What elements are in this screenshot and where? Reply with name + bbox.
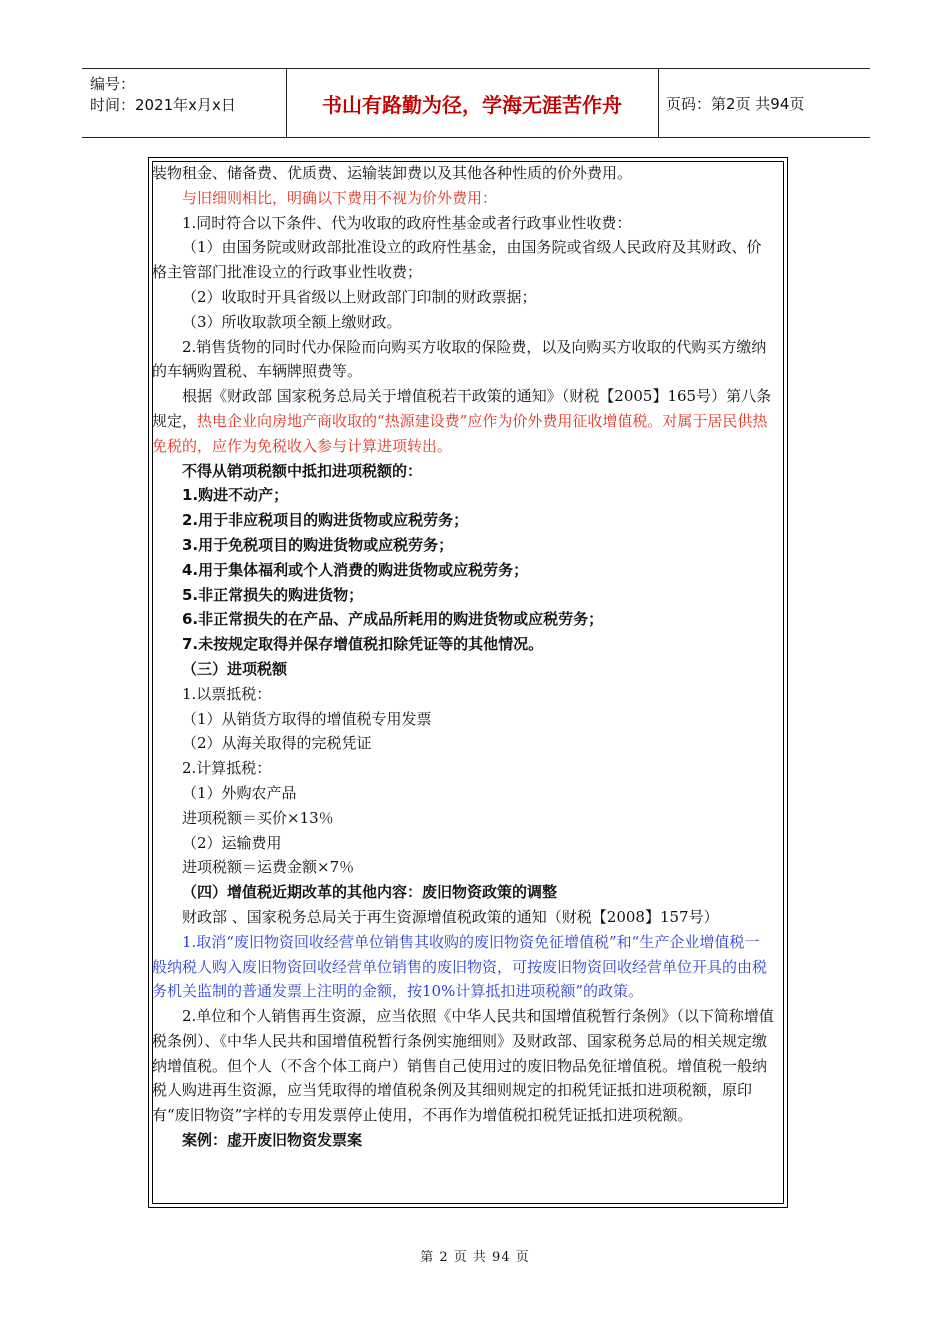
page-header xyxy=(82,68,870,138)
document-body xyxy=(152,161,774,1153)
list-item: 7.未按规定取得并保存增值税扣除凭证等的其他情况。 xyxy=(182,635,544,654)
paragraph: 1.同时符合以下条件、代为收取的政府性基金或者行政事业性收费： xyxy=(182,213,632,232)
paragraph: 2.计算抵税： xyxy=(182,759,272,778)
list-item: 5.非正常损失的购进货物； xyxy=(182,585,364,604)
section-heading: （三）进项税额 xyxy=(182,659,288,678)
paragraph xyxy=(152,384,774,458)
page-footer: 第 2 页 共 94 页 xyxy=(420,1250,530,1265)
paragraph: 2.单位和个人销售再生资源，应当依照《中华人民共和国增值税暂行条例》（以下简称增值税条例）、《中华人民共和国增值税暂行条例实施细则》及财政部、国家税务总局的相关规定缴纳增值税。但个人（不含个体工商户）销售自己使用过的废旧物品免征增值税。增值税一般纳税人购进再生资源，应当凭取得的增值税条例及其细则规定的扣税凭证抵扣进项税额，原印有“废旧物资”字样的专用发票停止使用，不再作为增值税扣税凭证抵扣进项税额。 xyxy=(152,1007,774,1125)
list-item: 4.用于集体福利或个人消费的购进货物或应税劳务； xyxy=(182,560,529,579)
paragraph-text: 根据《财政部 国家税务总局关于增值税若干政策的通知》（财税【2005】165号）第八条规定， xyxy=(152,387,772,430)
paragraph: （2）运输费用 xyxy=(182,833,282,852)
section-heading: 不得从销项税额中抵扣进项税额的： xyxy=(182,461,423,480)
paragraph: （2）收取时开具省级以上财政部门印制的财政票据； xyxy=(182,287,537,306)
paragraph: 1.以票抵税： xyxy=(182,684,272,703)
document-number-label: 编号： xyxy=(90,75,136,93)
section-heading: （四）增值税近期改革的其他内容：废旧物资政策的调整 xyxy=(182,883,558,902)
paragraph: 装物租金、储备费、优质费、运输装卸费以及其他各种性质的价外费用。 xyxy=(152,164,633,182)
list-item: 2.用于非应税项目的购进货物或应税劳务； xyxy=(182,511,469,530)
formula: 进项税额＝运费金额×7％ xyxy=(182,858,355,877)
header-motto: 书山有路勤为径，学海无涯苦作舟 xyxy=(322,92,622,117)
content-frame xyxy=(148,157,788,1208)
header-meta xyxy=(90,74,236,116)
header-divider xyxy=(658,69,659,137)
paragraph: （2）从海关取得的完税凭证 xyxy=(182,734,372,753)
list-item: 1.购进不动产； xyxy=(182,486,289,505)
list-item: 6.非正常损失的在产品、产成品所耗用的购进货物或应税劳务； xyxy=(182,610,604,629)
header-page-info: 页码：第2页 共94页 xyxy=(666,94,805,113)
list-item: 3.用于免税项目的购进货物或应税劳务； xyxy=(182,535,454,554)
paragraph: （1）从销货方取得的增值税专用发票 xyxy=(182,709,432,728)
document-date-label: 时间：2021年x月x日 xyxy=(90,96,236,114)
paragraph: （1）由国务院或财政部批准设立的政府性基金，由国务院或省级人民政府及其财政、价格主管部门批准设立的行政事业性收费； xyxy=(152,238,762,282)
formula: 进项税额＝买价×13％ xyxy=(182,808,334,827)
paragraph-highlight: 热电企业向房地产商收取的“热源建设费”应作为价外费用征收增值税。对属于居民供热免税的，应作为免税收入参与计算进项转出。 xyxy=(152,411,768,455)
paragraph: （3）所收取款项全额上缴财政。 xyxy=(182,312,402,331)
paragraph: 2.销售货物的同时代办保险而向购买方收取的保险费，以及向购买方收取的代购买方缴纳的车辆购置税、车辆牌照费等。 xyxy=(152,337,767,381)
paragraph: （1）外购农产品 xyxy=(182,783,297,802)
paragraph-highlight: 1.取消“废旧物资回收经营单位销售其收购的废旧物资免征增值税”和“生产企业增值税一般纳税人购入废旧物资回收经营单位销售的废旧物资，可按废旧物资回收经营单位开具的由税务机关监制的普通发票上注明的金额，按10%计算抵扣进项税额”的政策。 xyxy=(152,932,768,1001)
section-heading: 案例：虚开废旧物资发票案 xyxy=(182,1131,363,1150)
paragraph: 财政部 、国家税务总局关于再生资源增值税政策的通知（财税【2008】157号） xyxy=(182,907,719,926)
paragraph-highlight: 与旧细则相比，明确以下费用不视为价外费用： xyxy=(182,188,498,207)
